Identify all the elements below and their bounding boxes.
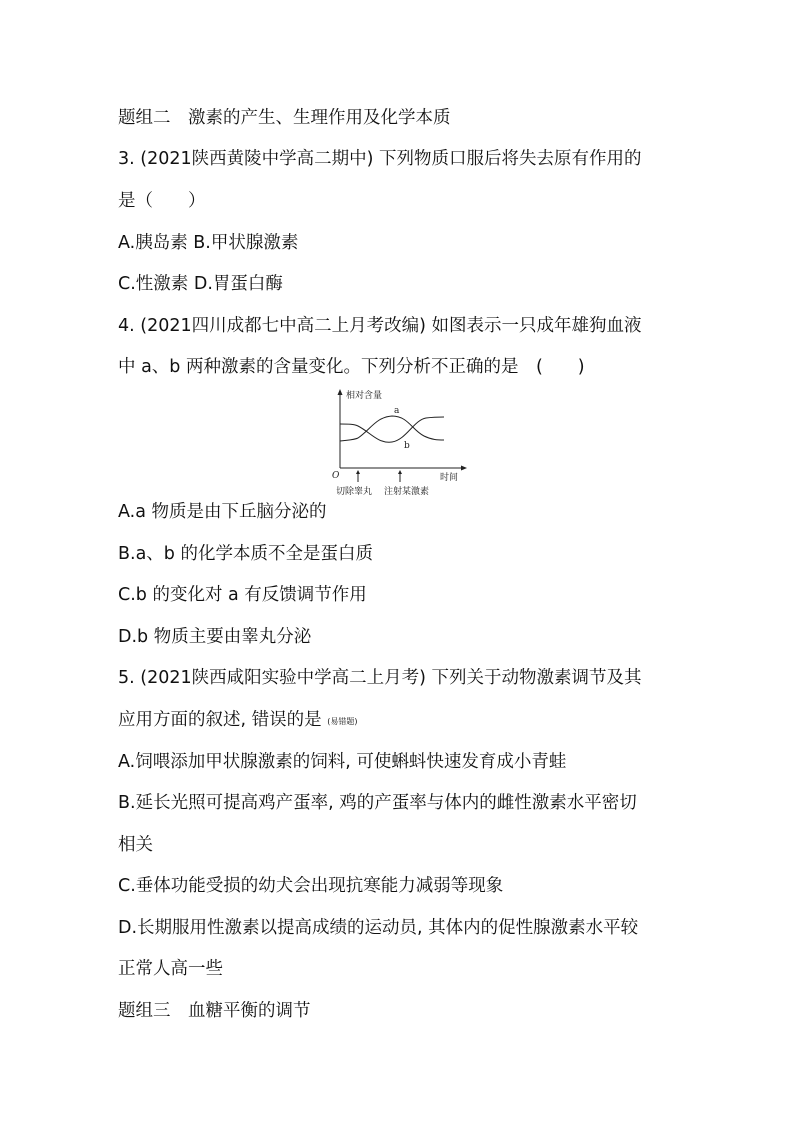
section-title-3: 题组三 血糖平衡的调节: [118, 1001, 311, 1021]
q3-options-ab: A.胰岛素 B.甲状腺激素: [118, 233, 299, 253]
event2-arrow-icon: [398, 470, 402, 474]
q4-option-c: C.b 的变化对 a 有反馈调节作用: [118, 585, 367, 605]
q5-option-d-line1: D.长期服用性激素以提高成绩的运动员, 其体内的促性腺激素水平较: [118, 918, 639, 938]
q4-stem-line2: 中 a、b 两种激素的含量变化。下列分析不正确的是 ( ): [118, 357, 585, 377]
q5-option-c: C.垂体功能受损的幼犬会出现抗寒能力减弱等现象: [118, 876, 504, 896]
x-axis-label: 时间: [440, 473, 459, 483]
curve-b-label: b: [404, 441, 410, 451]
q5-option-d-line2: 正常人高一些: [118, 959, 223, 979]
y-axis-arrow-icon: [338, 389, 343, 395]
section-title-2: 题组二 激素的产生、生理作用及化学本质: [118, 108, 451, 128]
q5-option-b-line1: B.延长光照可提高鸡产蛋率, 鸡的产蛋率与体内的雌性激素水平密切: [118, 793, 637, 813]
q5-option-b-line2: 相关: [118, 835, 153, 855]
origin-label: O: [332, 471, 340, 481]
q5-stem-line1: 5. (2021陕西咸阳实验中学高二上月考) 下列关于动物激素调节及其: [118, 668, 642, 688]
event1-label: 切除睾丸: [336, 487, 373, 497]
q5-tag: (易错题): [327, 717, 358, 726]
q4-option-d: D.b 物质主要由睾丸分泌: [118, 627, 312, 647]
q3-stem-line1: 3. (2021陕西黄陵中学高二期中) 下列物质口服后将失去原有作用的: [118, 149, 642, 169]
event1-arrow-icon: [356, 470, 360, 474]
q5-stem-line2-text: 应用方面的叙述, 错误的是: [118, 710, 322, 730]
x-axis-arrow-icon: [461, 466, 467, 471]
q4-option-b: B.a、b 的化学本质不全是蛋白质: [118, 544, 373, 564]
q5-stem-line2: [118, 708, 678, 734]
q3-options-cd: C.性激素 D.胃蛋白酶: [118, 274, 283, 294]
q4-stem-line1: 4. (2021四川成都七中高二上月考改编) 如图表示一只成年雄狗血液: [118, 316, 642, 336]
q5-option-a: A.饲喂添加甲状腺激素的饲料, 可使蝌蚪快速发育成小青蛙: [118, 752, 567, 772]
q4-option-a: A.a 物质是由下丘脑分泌的: [118, 502, 327, 522]
y-axis-label: 相对含量: [346, 391, 383, 401]
q3-stem-line2: 是（ ）: [118, 191, 206, 211]
curve-a-label: a: [394, 406, 400, 416]
event2-label: 注射某激素: [384, 487, 430, 497]
hormone-curve-figure: [326, 386, 472, 498]
curve-a: [340, 416, 444, 441]
